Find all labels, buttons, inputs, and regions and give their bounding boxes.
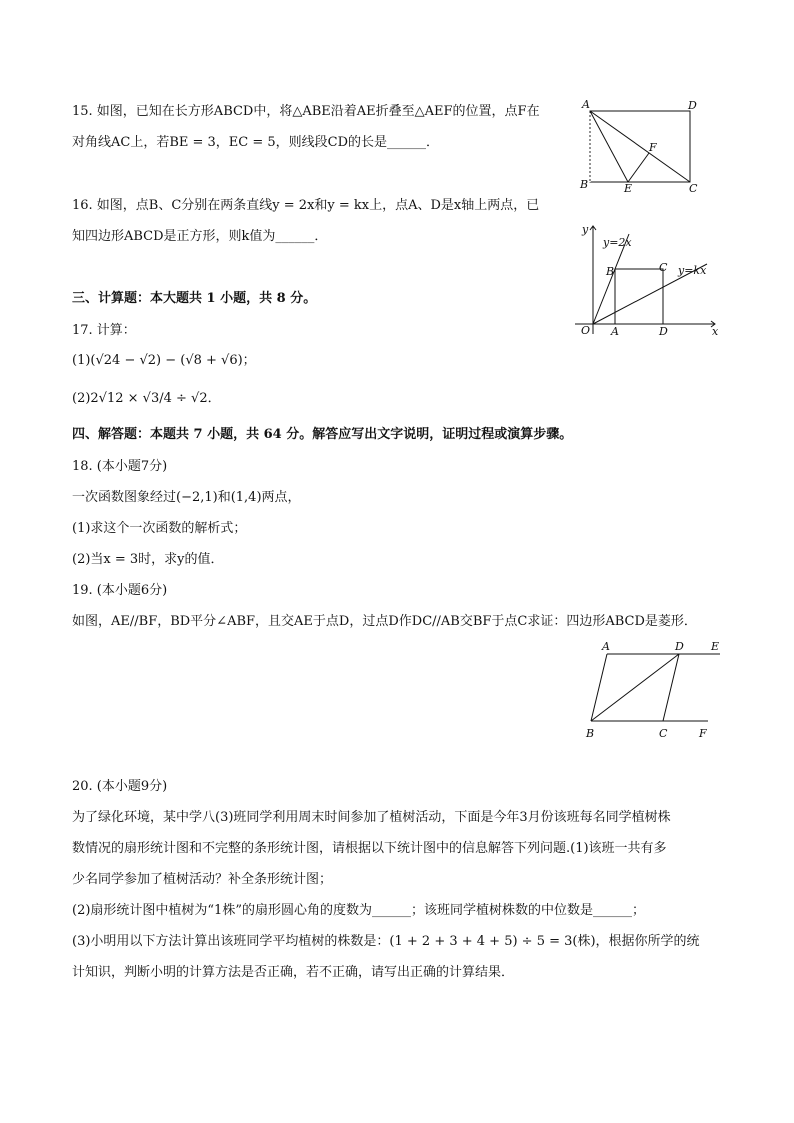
q16-label-c: C xyxy=(659,261,668,274)
q16-line-1: 16. 如图，点B、C分别在两条直线y = 2x和y = kx上，点A、D是x轴上两点，已 xyxy=(72,198,540,213)
q16-axis-x-label: x xyxy=(712,325,719,338)
q19-rhombus-figure xyxy=(578,636,728,744)
q20-line-2: 数情况的扇形统计图和不完整的条形统计图，请根据以下统计图中的信息解答下列问题.(1)该班一共有多 xyxy=(72,841,667,856)
q20-line-5: (3)小明用以下方法计算出该班同学平均植树的株数是：(1 + 2 + 3 + 4 + 5) ÷ 5 = 3(株)，根据你所学的统 xyxy=(72,934,700,949)
q15-label-f: F xyxy=(649,141,657,154)
q16-label-d: D xyxy=(659,325,668,338)
q15-label-e: E xyxy=(624,182,633,195)
q15-rectangle-figure xyxy=(576,96,706,196)
q15-label-a: A xyxy=(582,98,590,111)
q16-line-2x-label: y=2x xyxy=(603,236,632,249)
q17-title: 17. 计算： xyxy=(72,323,136,338)
q18-stem: 一次函数图象经过(−2,1)和(1,4)两点， xyxy=(72,490,301,505)
q20-line-4: (2)扇形统计图中植树为“1株”的扇形圆心角的度数为______；该班同学植树株数的中位数是______； xyxy=(72,903,645,918)
q20-line-1: 为了绿化环境，某中学八(3)班同学利用周末时间参加了植树活动，下面是今年3月份该班每名同学植树株 xyxy=(72,810,671,825)
q16-line-kx-label: y=kx xyxy=(678,264,707,277)
q18-part-2: (2)当x = 3时，求y的值． xyxy=(72,552,224,567)
q16-label-a: A xyxy=(611,325,619,338)
q18-title: 18. (本小题7分) xyxy=(72,459,168,474)
q16-axis-y-label: y xyxy=(582,223,589,236)
q17-part-1: (1)(√24 − √2) − (√8 + √6)； xyxy=(72,353,256,368)
q15-label-c: C xyxy=(689,182,698,195)
q18-part-1: (1)求这个一次函数的解析式； xyxy=(72,521,247,536)
q16-label-b: B xyxy=(606,265,615,278)
q15-label-d: D xyxy=(688,99,697,112)
q17-part-2: (2)2√12 × √3/4 ÷ √2． xyxy=(72,391,221,406)
q20-title: 20. (本小题9分) xyxy=(72,779,168,794)
q16-label-o: O xyxy=(581,324,591,337)
q20-line-6: 计知识，判断小明的计算方法是否正确，若不正确，请写出正确的计算结果． xyxy=(72,965,515,980)
q19-title: 19. (本小题6分) xyxy=(72,583,168,598)
q20-line-3: 少名同学参加了植树活动？补全条形统计图； xyxy=(72,872,333,887)
section-4-heading: 四、解答题：本题共 7 小题，共 64 分。解答应写出文字说明，证明过程或演算步骤。 xyxy=(72,427,573,442)
q16-coordinate-figure xyxy=(565,220,725,340)
q19-label-e: E xyxy=(711,640,720,653)
q19-label-a: A xyxy=(602,640,610,653)
q15-line-2: 对角线AC上，若BE = 3，EC = 5，则线段CD的长是______． xyxy=(72,135,440,150)
q19-stem: 如图，AE//BF，BD平分∠ABF，且交AE于点D，过点D作DC//AB交BF于点C求证：四边形ABCD是菱形． xyxy=(72,614,697,629)
q19-label-f: F xyxy=(699,727,707,740)
q15-label-b: B xyxy=(580,178,589,191)
q19-label-b: B xyxy=(586,727,595,740)
q16-line-2: 知四边形ABCD是正方形，则k值为______． xyxy=(72,229,328,244)
section-3-heading: 三、计算题：本大题共 1 小题，共 8 分。 xyxy=(72,291,317,306)
q19-label-d: D xyxy=(675,640,684,653)
q19-label-c: C xyxy=(659,727,668,740)
q15-line-1: 15. 如图，已知在长方形ABCD中，将△ABE沿着AE折叠至△AEF的位置，点F在 xyxy=(72,104,540,119)
